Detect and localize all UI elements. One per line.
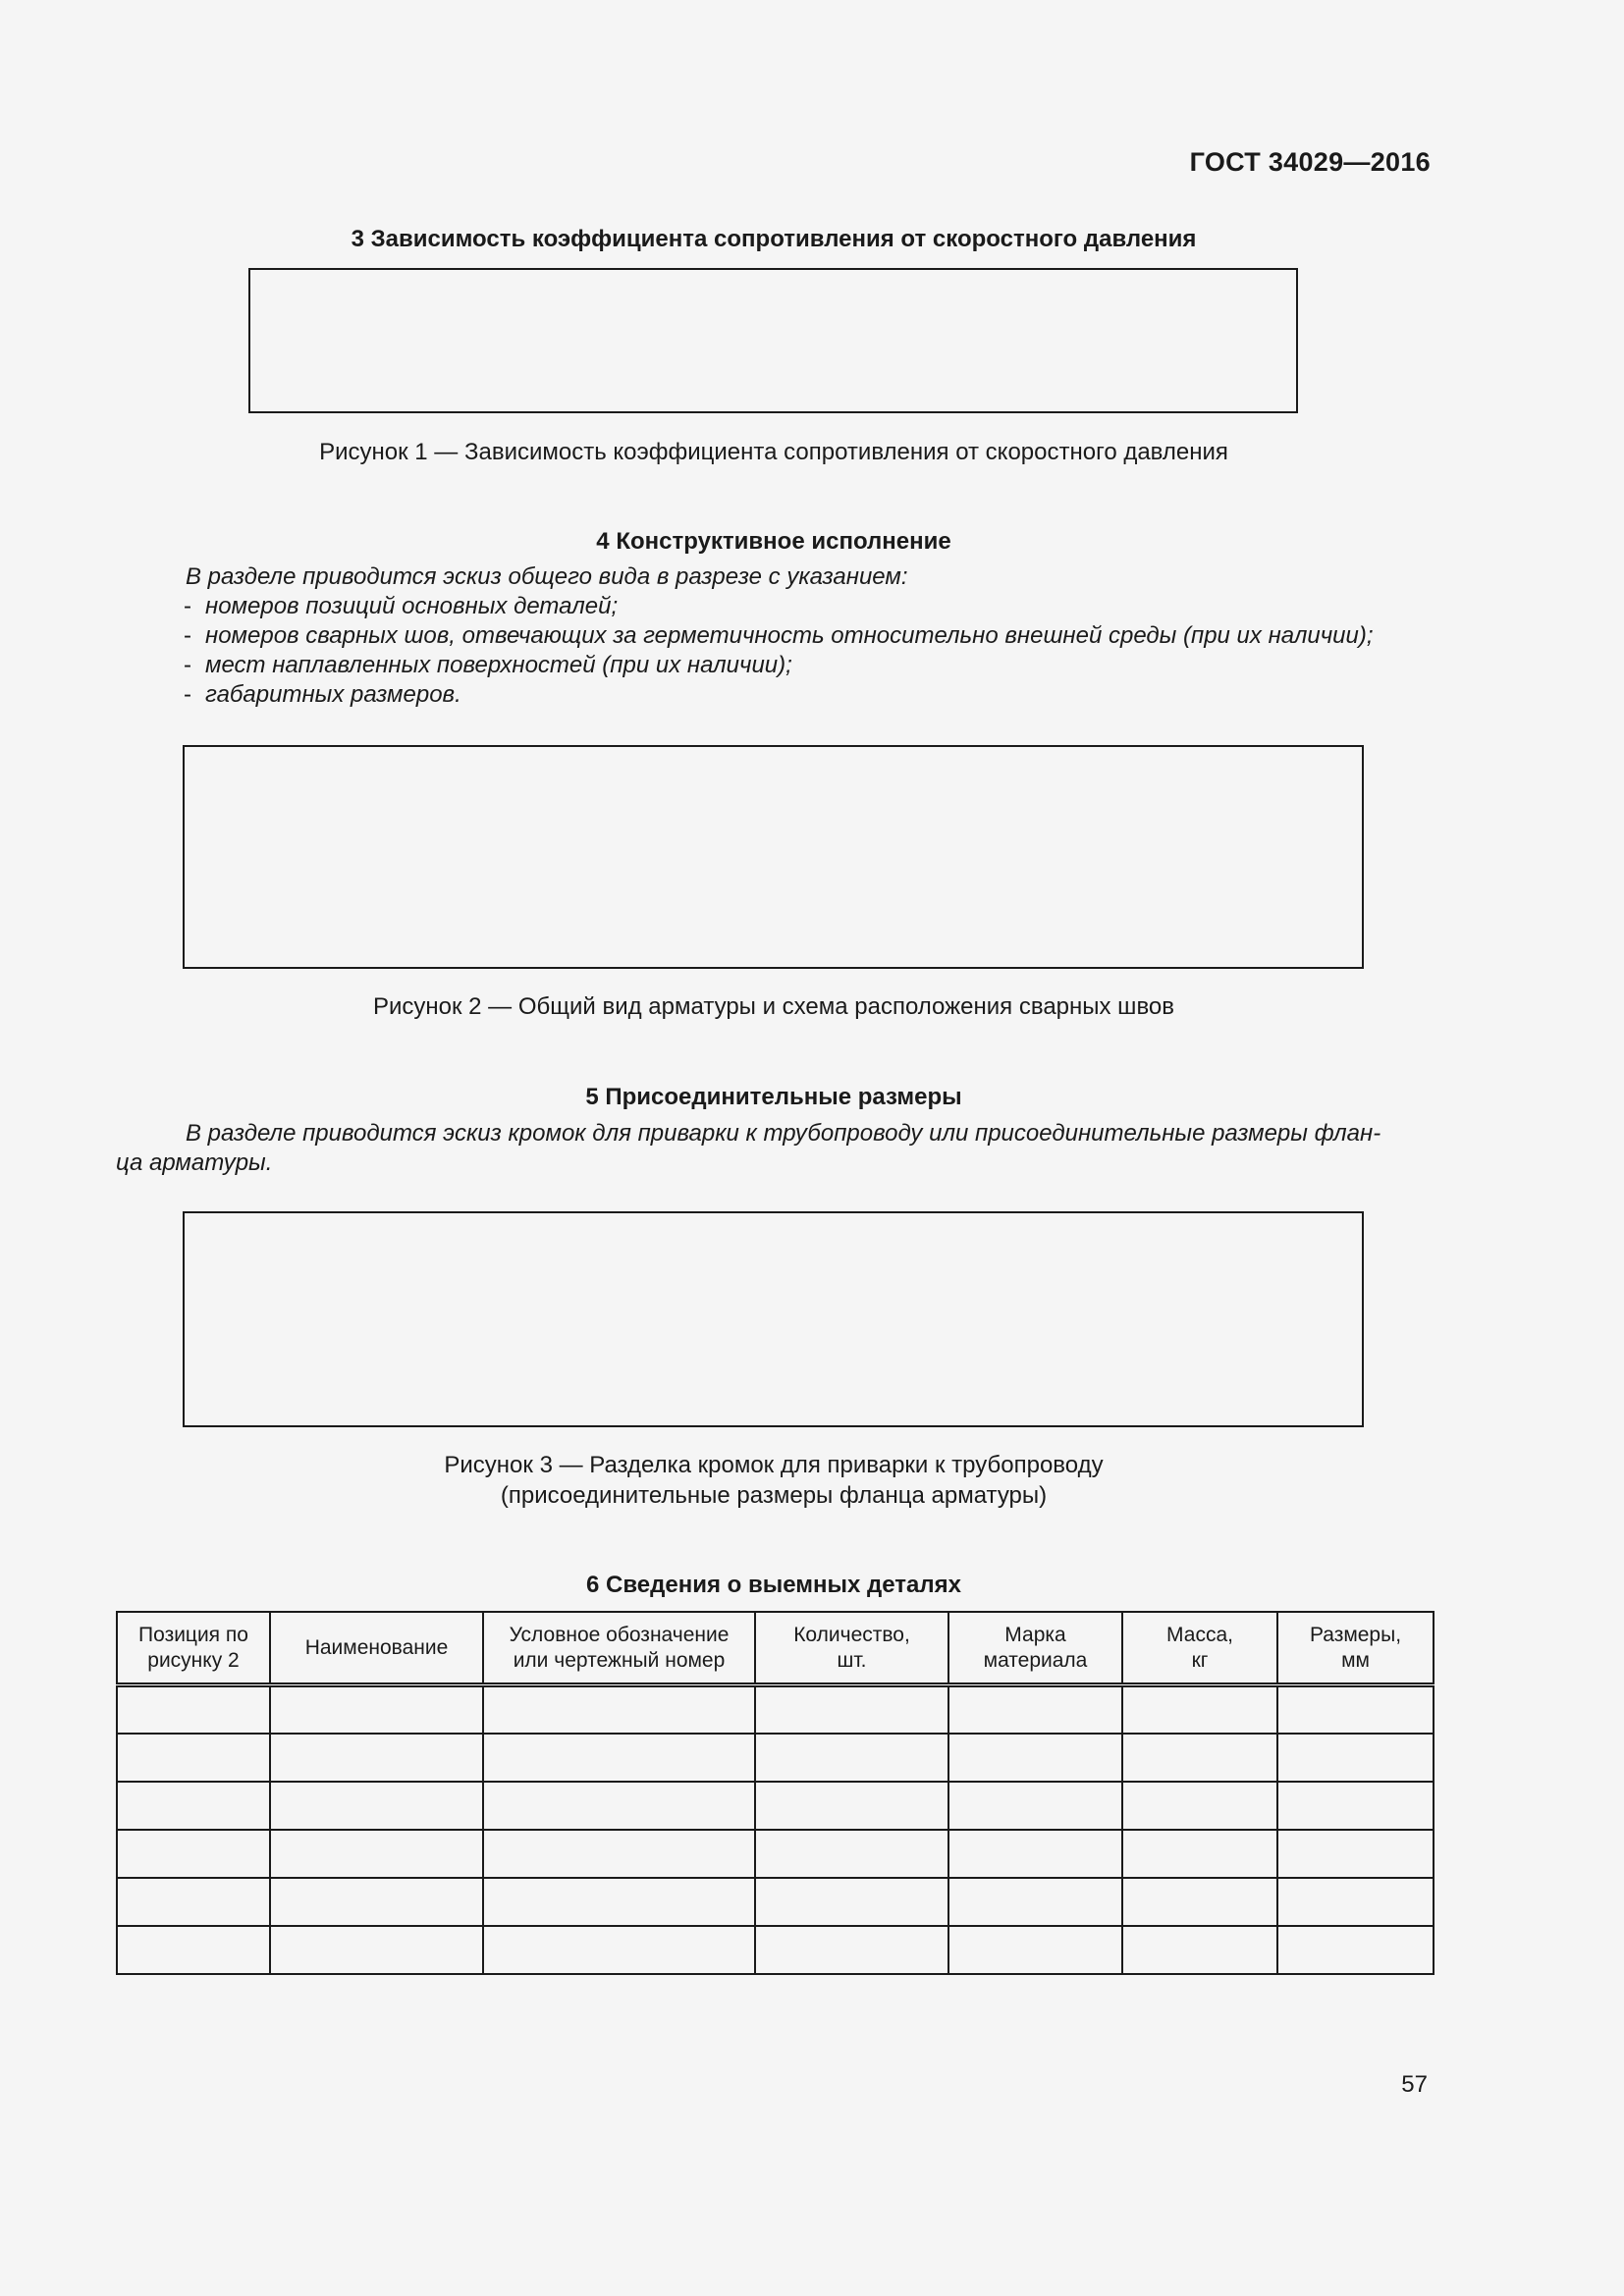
table-cell <box>948 1734 1122 1782</box>
figure-1-caption: Рисунок 1 — Зависимость коэффициента сопротивления от скоростного давления <box>319 439 1228 465</box>
figure-3-caption-line-1: Рисунок 3 — Разделка кромок для приварки к трубопроводу <box>444 1452 1104 1478</box>
figure-3-placeholder <box>183 1211 1364 1427</box>
table-cell <box>755 1782 948 1830</box>
list-item-text: мест наплавленных поверхностей (при их наличии); <box>205 652 792 678</box>
list-item: - габаритных размеров. <box>184 681 461 708</box>
table-cell <box>755 1734 948 1782</box>
list-item-text: габаритных размеров. <box>205 681 461 708</box>
column-header-name: Наименование <box>270 1612 483 1685</box>
table-row <box>117 1685 1434 1735</box>
section-5-text-line-2: ца арматуры. <box>116 1149 273 1176</box>
table-cell <box>1122 1734 1277 1782</box>
table-cell <box>117 1926 270 1974</box>
figure-2-placeholder <box>183 745 1364 969</box>
table-cell <box>483 1782 755 1830</box>
table-cell <box>117 1782 270 1830</box>
section-5-heading: 5 Присоединительные размеры <box>585 1084 962 1110</box>
table-cell <box>483 1878 755 1926</box>
table-cell <box>1122 1830 1277 1878</box>
table-cell <box>1122 1878 1277 1926</box>
removable-parts-table <box>116 1611 1435 1975</box>
column-header-designation: Условное обозначение или чертежный номер <box>483 1612 755 1685</box>
table-row <box>117 1782 1434 1830</box>
table-cell <box>270 1734 483 1782</box>
table-row <box>117 1926 1434 1974</box>
list-item-text: номеров сварных шов, отвечающих за герметичность относительно внешней среды (при их наличии); <box>205 622 1374 649</box>
table-row <box>117 1878 1434 1926</box>
table-cell <box>270 1878 483 1926</box>
table-cell <box>270 1926 483 1974</box>
document-code: ГОСТ 34029—2016 <box>1189 147 1431 177</box>
table-cell <box>948 1878 1122 1926</box>
table-cell <box>483 1734 755 1782</box>
column-header-material: Марка материала <box>948 1612 1122 1685</box>
table-cell <box>117 1830 270 1878</box>
section-4-heading: 4 Конструктивное исполнение <box>596 528 951 555</box>
list-item: - мест наплавленных поверхностей (при их наличии); <box>184 652 792 678</box>
list-item: - номеров позиций основных деталей; <box>184 593 619 619</box>
section-3-heading: 3 Зависимость коэффициента сопротивления от скоростного давления <box>351 226 1197 252</box>
table-cell <box>1122 1926 1277 1974</box>
table-cell <box>755 1926 948 1974</box>
table-cell <box>948 1685 1122 1735</box>
list-item-text: номеров позиций основных деталей; <box>205 593 619 619</box>
table-cell <box>1122 1685 1277 1735</box>
table-cell <box>1277 1782 1434 1830</box>
section-4-intro: В разделе приводится эскиз общего вида в разрезе с указанием: <box>186 563 908 590</box>
table-cell <box>755 1830 948 1878</box>
column-header-quantity: Количество, шт. <box>755 1612 948 1685</box>
table-cell <box>1277 1685 1434 1735</box>
table-cell <box>1277 1926 1434 1974</box>
figure-1-placeholder <box>248 268 1298 413</box>
table-cell <box>117 1878 270 1926</box>
table-cell <box>1277 1830 1434 1878</box>
list-item: - номеров сварных шов, отвечающих за герметичность относительно внешней среды (при их наличии); <box>184 622 1374 649</box>
table-cell <box>117 1685 270 1735</box>
table-cell <box>1122 1782 1277 1830</box>
table-row <box>117 1830 1434 1878</box>
table-cell <box>948 1926 1122 1974</box>
section-6-heading: 6 Сведения о выемных деталях <box>586 1572 961 1598</box>
table-cell <box>270 1782 483 1830</box>
table-header-row <box>117 1612 1434 1685</box>
table-cell <box>270 1830 483 1878</box>
table-row <box>117 1734 1434 1782</box>
column-header-mass: Масса, кг <box>1122 1612 1277 1685</box>
table-cell <box>1277 1734 1434 1782</box>
table-cell <box>1277 1878 1434 1926</box>
page-number: 57 <box>1401 2071 1428 2098</box>
table-cell <box>948 1830 1122 1878</box>
table-cell <box>483 1685 755 1735</box>
table-cell <box>483 1830 755 1878</box>
table-cell <box>755 1878 948 1926</box>
table-cell <box>270 1685 483 1735</box>
figure-2-caption: Рисунок 2 — Общий вид арматуры и схема расположения сварных швов <box>372 993 1175 1020</box>
table-cell <box>948 1782 1122 1830</box>
table-cell <box>483 1926 755 1974</box>
section-5-text-line-1: В разделе приводится эскиз кромок для приварки к трубопроводу или присоединительные размеры флан- <box>186 1120 1381 1147</box>
figure-3-caption-line-2: (присоединительные размеры фланца арматуры) <box>500 1482 1048 1509</box>
table-cell <box>117 1734 270 1782</box>
column-header-dimensions: Размеры, мм <box>1277 1612 1434 1685</box>
column-header-position: Позиция по рисунку 2 <box>117 1612 270 1685</box>
table-cell <box>755 1685 948 1735</box>
